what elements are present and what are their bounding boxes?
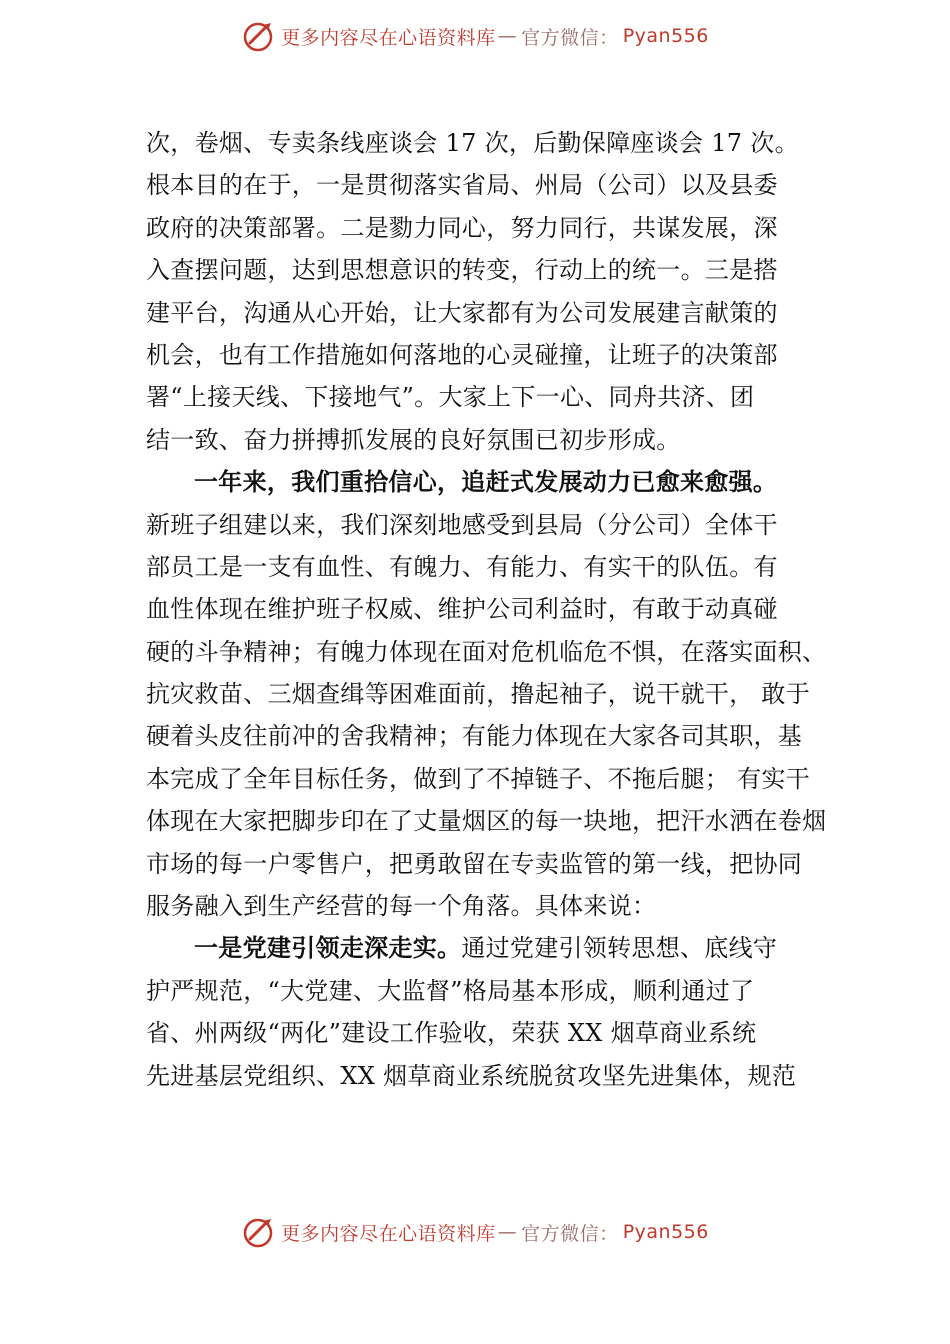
watermark-banner-top bbox=[0, 16, 950, 56]
text-line: 服务融入到生产经营的每一个角落。具体来说： bbox=[146, 892, 657, 921]
text-line: 血性体现在维护班子权威、维护公司利益时，有敢于动真碰 bbox=[146, 595, 778, 624]
watermark-wechat-id: Pyan556 bbox=[622, 1221, 709, 1243]
text-line: 署“上接天线、下接地气”。大家上下一心、同舟共济、团 bbox=[146, 383, 755, 412]
text-line: 护严规范，“大党建、大监督”格局基本形成，顺利通过了 bbox=[146, 976, 755, 1005]
watermark-dash: — bbox=[497, 25, 518, 47]
text-line: 入查摆问题，达到思想意识的转变，行动上的统一。三是搭 bbox=[146, 256, 778, 285]
paragraph-1 bbox=[146, 122, 846, 461]
text-line: 新班子组建以来，我们深刻地感受到县局（分公司）全体干 bbox=[146, 510, 778, 539]
text-line: 建平台，沟通从心开始，让大家都有为公司发展建言献策的 bbox=[146, 298, 778, 327]
text-line: 市场的每一户零售户，把勇敢留在专卖监管的第一线，把协同 bbox=[146, 849, 803, 878]
text-line: 省、州两级“两化”建设工作验收，荣获 XX 烟草商业系统 bbox=[146, 1019, 757, 1048]
text-line: 硬着头皮往前冲的舍我精神；有能力体现在大家各司其职，基 bbox=[146, 722, 803, 751]
text-line: 抗灾救苗、三烟查缉等困难面前，撸起袖子，说干就干， 敢于 bbox=[146, 680, 811, 709]
watermark-dash: — bbox=[497, 1221, 518, 1243]
text-line: 根本目的在于，一是贯彻落实省局、州局（公司）以及县委 bbox=[146, 171, 778, 200]
paragraph-3 bbox=[146, 927, 846, 1097]
text-line: 硬的斗争精神；有魄力体现在面对危机临危不惧，在落实面积、 bbox=[146, 637, 827, 666]
text-line: 次，卷烟、专卖条线座谈会 17 次，后勤保障座谈会 17 次。 bbox=[146, 129, 799, 157]
paragraph-heading: 一是党建引领走深走实。 bbox=[194, 934, 462, 963]
watermark-wechat-id: Pyan556 bbox=[622, 25, 709, 47]
text-line: 先进基层党组织、XX 烟草商业系统脱贫攻坚先进集体，规范 bbox=[146, 1061, 797, 1090]
watermark-banner-bottom bbox=[0, 1212, 950, 1252]
watermark-wechat-label: 官方微信： bbox=[521, 26, 619, 49]
text-line: 部员工是一支有血性、有魄力、有能力、有实干的队伍。有 bbox=[146, 552, 778, 581]
paragraph-heading: 一年来，我们重拾信心，追赶式发展动力已愈来愈强。 bbox=[194, 467, 778, 497]
brand-logo-icon bbox=[241, 1215, 275, 1249]
watermark-wechat-label: 官方微信： bbox=[521, 1222, 619, 1245]
text-line: 体现在大家把脚步印在了丈量烟区的每一块地，把汗水洒在卷烟 bbox=[146, 807, 827, 836]
text-line-rest: 通过党建引领转思想、底线守 bbox=[461, 934, 778, 963]
text-line: 政府的决策部署。二是勠力同心，努力同行，共谋发展，深 bbox=[146, 213, 778, 242]
watermark-site-text: 更多内容尽在心语资料库 bbox=[281, 1222, 496, 1245]
text-line: 机会，也有工作措施如何落地的心灵碰撞，让班子的决策部 bbox=[146, 340, 778, 369]
brand-logo-icon bbox=[241, 19, 275, 53]
text-line bbox=[146, 927, 846, 969]
watermark-site-text: 更多内容尽在心语资料库 bbox=[281, 26, 496, 49]
document-body bbox=[146, 122, 846, 1097]
paragraph-2 bbox=[146, 461, 846, 927]
text-line: 结一致、奋力拼搏抓发展的良好氛围已初步形成。 bbox=[146, 425, 681, 454]
text-line: 本完成了全年目标任务，做到了不掉链子、不拖后腿； 有实干 bbox=[146, 764, 811, 793]
